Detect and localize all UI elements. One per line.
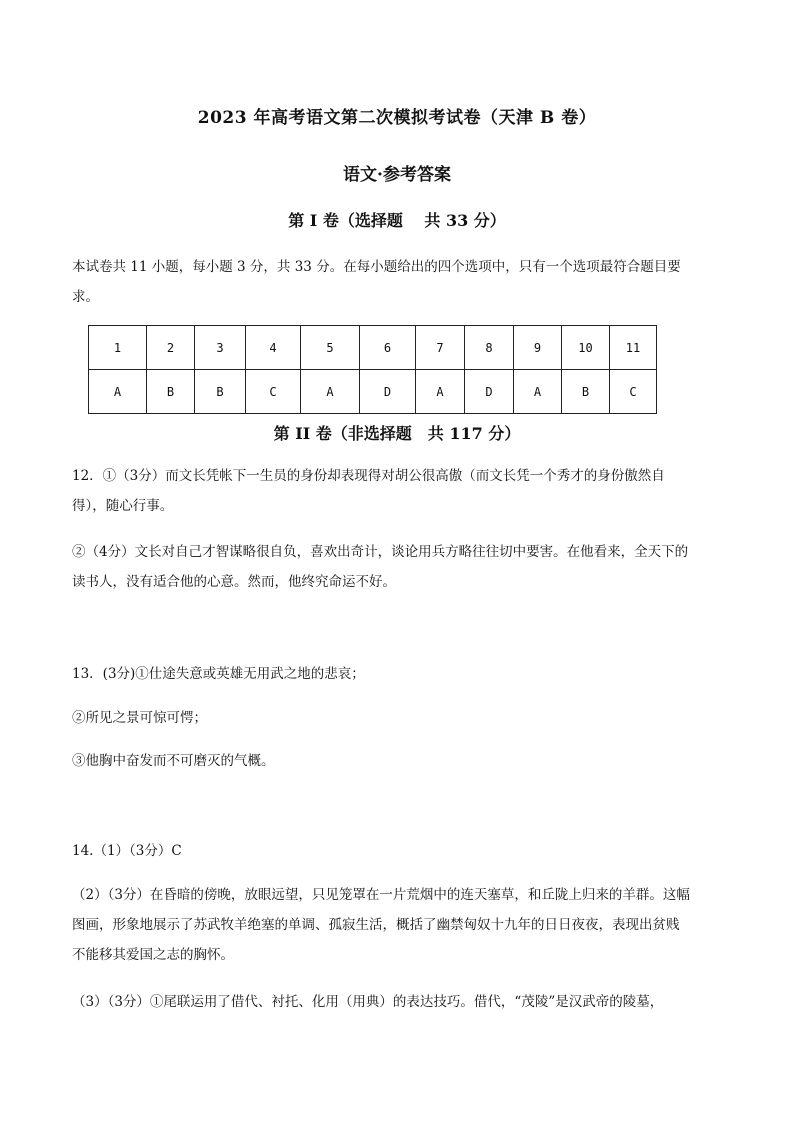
question-number-cell: 8	[465, 326, 514, 370]
q14-part1: 14.（1）（3分）C	[72, 843, 182, 859]
q14-part3: （3）（3分）①尾联运用了借代、衬托、化用（用典）的表达技巧。借代，“茂陵”是汉武帝的陵墓，	[72, 994, 664, 1010]
answer-cell: B	[195, 370, 246, 414]
q14-part2: （2）（3分）在昏暗的傍晚，放眼远望，只见笼罩在一片荒烟中的连天塞草，和丘陇上归来的羊群。这幅图画，形象地展示了苏武牧羊绝塞的单调、孤寂生活，概括了幽禁匈奴十九年的日日夜夜，表现出贫贱不能移其爱国之志的胸怀。	[72, 887, 690, 963]
question-number-cell: 2	[147, 326, 195, 370]
answer-cell: D	[465, 370, 514, 414]
question-number-cell: 1	[89, 326, 147, 370]
answer-cell: A	[514, 370, 562, 414]
section-1-heading: 第 I 卷（选择题 共 33 分）	[288, 211, 506, 230]
question-number-cell: 6	[360, 326, 416, 370]
answer-cell: A	[301, 370, 360, 414]
question-number-cell: 10	[562, 326, 610, 370]
question-number-cell: 9	[514, 326, 562, 370]
answer-cell: A	[416, 370, 465, 414]
answer-cell: B	[147, 370, 195, 414]
exam-title: 2023 年高考语文第二次模拟考试卷（天津 B 卷）	[197, 108, 597, 128]
question-number-cell: 7	[416, 326, 465, 370]
answer-cell: A	[89, 370, 147, 414]
answer-cell: C	[246, 370, 301, 414]
answer-cell: D	[360, 370, 416, 414]
question-number-cell: 4	[246, 326, 301, 370]
question-number-cell: 3	[195, 326, 246, 370]
answer-table-answer-row	[89, 370, 657, 414]
section-2-heading: 第 II 卷（非选择题 共 117 分）	[273, 424, 521, 443]
q13-line3: ③他胸中奋发而不可磨灭的气概。	[72, 753, 275, 769]
answer-table-number-row	[89, 326, 657, 370]
question-number-cell: 11	[610, 326, 657, 370]
q12-part1: 12．①（3分）而文长凭帐下一生员的身份却表现得对胡公很高傲（而文长凭一个秀才的身份傲然自得），随心行事。	[72, 468, 665, 514]
question-number-cell: 5	[301, 326, 360, 370]
q13-line1: 13．(3分)①仕途失意或英雄无用武之地的悲哀；	[72, 666, 365, 682]
answer-subtitle: 语文·参考答案	[343, 165, 451, 185]
answer-cell: C	[610, 370, 657, 414]
answer-cell: B	[562, 370, 610, 414]
q12-part2: ②（4分）文长对自己才智谋略很自负，喜欢出奇计，谈论用兵方略往往切中要害。在他看来，全天下的读书人，没有适合他的心意。然而，他终究命运不好。	[72, 544, 689, 590]
q13-line2: ②所见之景可惊可愕；	[72, 710, 207, 726]
section-1-instructions: 本试卷共 11 小题，每小题 3 分，共 33 分。在每小题给出的四个选项中，只有一个选项最符合题目要求。	[72, 259, 681, 305]
answer-table	[88, 325, 657, 414]
